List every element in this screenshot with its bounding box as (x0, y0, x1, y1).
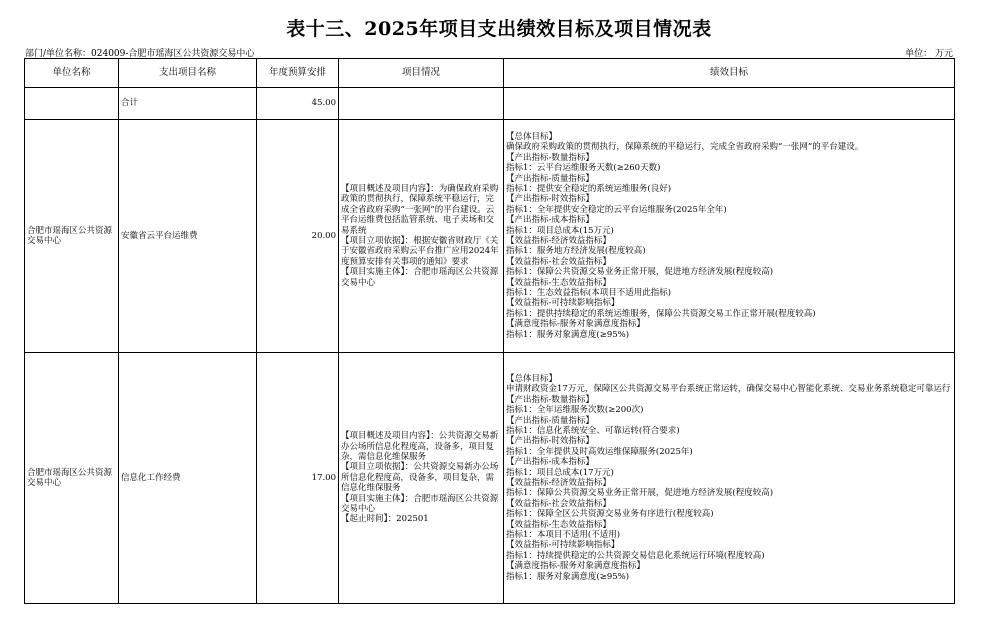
page-title: 表十三、2025年项目支出绩效目标及项目情况表 (286, 18, 712, 40)
total-unit-cell (25, 88, 119, 120)
budget-cell: 17.00 (257, 353, 339, 604)
project-name-cell: 安徽省云平台运维费 (119, 120, 257, 353)
performance-table (24, 58, 955, 604)
unit-label: 单位： 万元 (905, 49, 953, 59)
total-amount: 45.00 (257, 88, 339, 120)
unit-name-cell: 合肥市瑶海区公共资源交易中心 (25, 120, 119, 353)
unit-name-cell: 合肥市瑶海区公共资源交易中心 (25, 353, 119, 604)
header-performance: 绩效目标 (504, 59, 955, 88)
table-row (25, 353, 955, 604)
department-label: 部门/单位名称：024009-合肥市瑶海区公共资源交易中心 (25, 49, 255, 59)
project-info-cell: 【项目概述及项目内容】：为确保政府采购政策的贯彻执行，保障系统平稳运行，完成全省政府采购“一张网”的平台建设。云平台运维费包括监管系统、电子卖场和交易系统 【项目立项依据】：根据安徽省财政厅《关于安徽省政府采购云平台推广应用2024年度预算安排有关事项的通知》要求 【项目实施主体】：合肥市瑶海区公共资源交易中心 (339, 120, 504, 353)
total-row (25, 88, 955, 120)
header-project-name: 支出项目名称 (119, 59, 257, 88)
project-name-cell: 信息化工作经费 (119, 353, 257, 604)
header-project-info: 项目情况 (339, 59, 504, 88)
project-info-cell: 【项目概述及项目内容】：公共资源交易新办公场所信息化程度高，设备多，项目复杂，需信息化维保服务 【项目立项依据】：公共资源交易新办公场所信息化程度高，设备多，项目复杂，需信息化维保服务 【项目实施主体】：合肥市瑶海区公共资源交易中心 【起止时间】：202501 (339, 353, 504, 604)
header-budget: 年度预算安排 (257, 59, 339, 88)
total-info-cell (339, 88, 504, 120)
performance-cell: 【总体目标】 确保政府采购政策的贯彻执行，保障系统的平稳运行，完成全省政府采购“一张网”的平台建设。 【产出指标-数量指标】 指标1：云平台运维服务天数(≥260天数) 【产出指标-质量指标】 指标1：提供安全稳定的系统运维服务(良好) 【产出指标-时效指标】 指标1：全年提供安全稳定的云平台运维服务(2025年全年) 【产出指标-成本指标】 指标1：项目总成本(15万元) 【效益指标-经济效益指标】 指标1：服务地方经济发展(程度较高) 【效益指标-社会效益指标】 指标1：保障公共资源交易业务正常开展，促进地方经济发展(程度较高) 【效益指标-生态效益指标】 指标1：生态效益指标(本项目不适用此指标) 【效益指标-可持续影响指标】 指标1：提供持续稳定的系统运维服务，保障公共资源交易工作正常开展(程度较高) 【满意度指标-服务对象满意度指标】 指标1：服务对象满意度(≥95%) (504, 120, 955, 353)
header-unit-name: 单位名称 (25, 59, 119, 88)
table-row (25, 120, 955, 353)
table-header-row (25, 59, 955, 88)
total-perf-cell (504, 88, 955, 120)
performance-cell: 【总体目标】 申请财政资金17万元，保障区公共资源交易平台系统正常运转，确保交易中心智能化系统、交易业务系统稳定可靠运行 【产出指标-数量指标】 指标1：全年运维服务次数(≥200次) 【产出指标-质量指标】 指标1：信息化系统安全、可靠运转(符合要求) 【产出指标-时效指标】 指标1：全年提供及时高效运维保障服务(2025年) 【产出指标-成本指标】 指标1：项目总成本(17万元) 【效益指标-经济效益指标】 指标1：保障公共资源交易业务正常开展，促进地方经济发展(程度较高) 【效益指标-社会效益指标】 指标1：保障全区公共资源交易业务有序进行(程度较高) 【效益指标-生态效益指标】 指标1：本项目不适用(不适用) 【效益指标-可持续影响指标】 指标1：持续提供稳定的公共资源交易信息化系统运行环境(程度较高) 【满意度指标-服务对象满意度指标】 指标1：服务对象满意度(≥95%) (504, 353, 955, 604)
total-label: 合计 (119, 88, 257, 120)
budget-cell: 20.00 (257, 120, 339, 353)
